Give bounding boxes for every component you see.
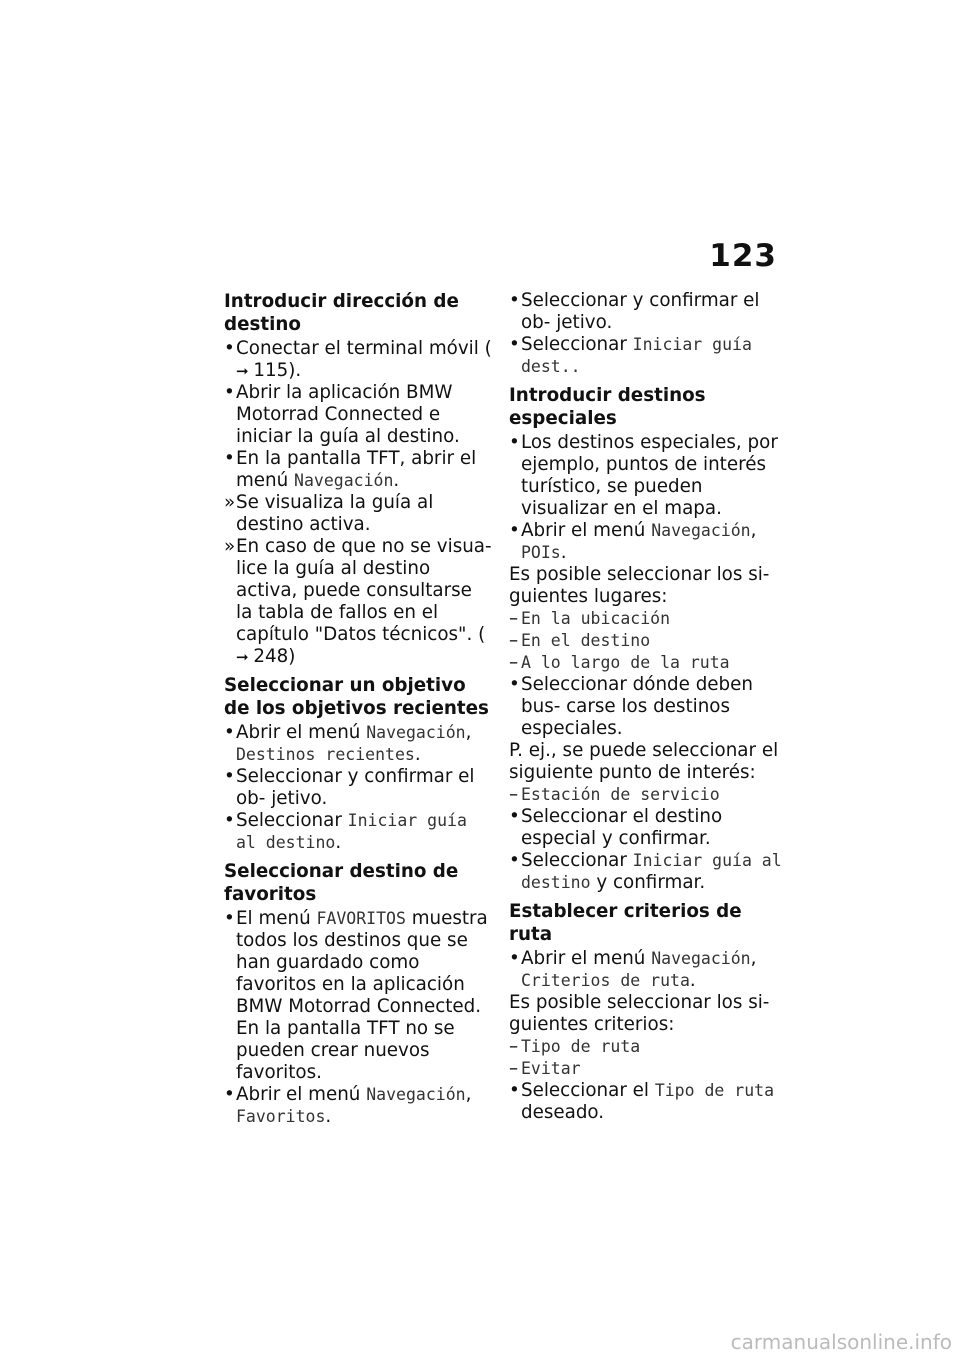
section-heading: Seleccionar un objetivo de los objetivos recientes <box>224 675 489 719</box>
text-run: ) <box>288 646 296 667</box>
list-item <box>509 806 787 850</box>
result-arrow-icon: » <box>224 536 236 557</box>
section-heading: Introducir dirección de destino <box>224 291 459 335</box>
text-run: deseado. <box>521 1102 605 1123</box>
dash-icon: – <box>509 1036 519 1057</box>
text-run: Seleccionar <box>521 850 633 871</box>
option-item <box>509 630 787 652</box>
menu-label: Navegación <box>294 471 394 490</box>
text-run: Conectar el terminal móvil ( <box>236 338 492 359</box>
option-item <box>509 1058 787 1080</box>
list-item <box>224 382 492 448</box>
list-item <box>509 334 787 378</box>
bullet-icon: • <box>509 334 520 355</box>
text-run: En caso de que no se visua- lice la guía al destino activa, puede consultarse la tabla de fallos en el capítulo "Datos técnicos". ( <box>236 536 492 645</box>
menu-label: Evitar <box>521 1059 581 1078</box>
list-item <box>509 290 787 334</box>
menu-label: Navegación <box>651 521 751 540</box>
text-run: Es posible seleccionar los si- guientes lugares: <box>509 564 770 607</box>
text-run: El menú <box>236 908 317 929</box>
page-reference: 115 <box>253 360 289 381</box>
bullet-icon: • <box>509 674 520 695</box>
bullet-icon: • <box>509 1080 520 1101</box>
result-item <box>224 536 492 668</box>
list-item <box>224 908 492 1084</box>
text-run: . <box>325 1106 332 1127</box>
list-item <box>509 674 787 740</box>
bullet-icon: • <box>224 1084 235 1105</box>
text-run: Los destinos especiales, por ejemplo, puntos de interés turístico, se pueden visualizar en el mapa. <box>521 432 778 519</box>
text-run: Seleccionar <box>236 810 348 831</box>
text-run: . <box>335 832 342 853</box>
menu-label: Navegación <box>651 949 751 968</box>
text-run: , <box>465 722 472 743</box>
page-reference: 248 <box>253 646 289 667</box>
right-column <box>509 290 787 1124</box>
bullet-icon: • <box>509 432 520 453</box>
section-heading: Establecer criterios de ruta <box>509 901 742 945</box>
paragraph <box>509 564 787 608</box>
text-run: Seleccionar dónde deben bus- carse los destinos especiales. <box>521 674 753 739</box>
text-run: Seleccionar y confirmar el ob- jetivo. <box>521 290 760 333</box>
text-run: , <box>750 520 757 541</box>
text-run: Es posible seleccionar los si- guientes criterios: <box>509 992 770 1035</box>
text-run: En la pantalla TFT, abrir el menú <box>236 448 477 491</box>
page-ref-arrow-icon: ➞ <box>236 648 254 666</box>
paragraph <box>509 992 787 1036</box>
dash-icon: – <box>509 784 519 805</box>
list-item <box>224 338 492 382</box>
text-run: , <box>465 1084 472 1105</box>
bullet-icon: • <box>509 806 520 827</box>
menu-label: A lo largo de la ruta <box>521 653 730 672</box>
menu-label: Tipo de ruta <box>521 1037 641 1056</box>
menu-label: Iniciar guía al destino <box>521 851 782 892</box>
list-item <box>509 1080 787 1124</box>
text-run: Abrir el menú <box>521 520 652 541</box>
list-item <box>224 766 492 810</box>
bullet-icon: • <box>224 382 235 403</box>
bullet-icon: • <box>224 908 235 929</box>
bullet-icon: • <box>509 850 520 871</box>
bullet-icon: • <box>509 520 520 541</box>
text-run: . <box>414 744 421 765</box>
list-item <box>509 850 787 894</box>
menu-label: En el destino <box>521 631 651 650</box>
text-run: muestra todos los destinos que se han guardado como favoritos en la aplicación BMW Motorrad Connected. En la pantalla TFT no se pueden crear nuevos favoritos. <box>236 908 488 1083</box>
menu-label: Navegación <box>366 1085 466 1104</box>
left-column <box>224 290 492 1128</box>
page-ref-arrow-icon: ➞ <box>236 362 254 380</box>
bullet-icon: • <box>224 810 235 831</box>
menu-label: FAVORITOS <box>316 909 406 928</box>
text-run: y confirmar. <box>590 872 706 893</box>
list-item <box>509 520 787 564</box>
text-run: Seleccionar <box>521 334 633 355</box>
dash-icon: – <box>509 630 519 651</box>
text-run: Abrir el menú <box>236 1084 367 1105</box>
menu-label: Destinos recientes <box>236 745 415 764</box>
watermark: carmanualsonline.info <box>730 1330 952 1354</box>
result-arrow-icon: » <box>224 492 236 513</box>
menu-label: Iniciar guía al destino <box>236 811 467 852</box>
section-heading: Seleccionar destino de favoritos <box>224 861 459 905</box>
option-item <box>509 1036 787 1058</box>
option-item <box>509 652 787 674</box>
text-run: Abrir el menú <box>521 948 652 969</box>
menu-label: Favoritos <box>236 1107 326 1126</box>
list-item <box>509 948 787 992</box>
menu-label: Criterios de ruta <box>521 971 690 990</box>
bullet-icon: • <box>224 766 235 787</box>
text-run: . <box>689 970 696 991</box>
bullet-icon: • <box>224 338 235 359</box>
result-item <box>224 492 492 536</box>
list-item <box>509 432 787 520</box>
text-run: , <box>750 948 757 969</box>
text-run: Se visualiza la guía al destino activa. <box>236 492 434 535</box>
paragraph <box>509 740 787 784</box>
menu-label: En la ubicación <box>521 609 671 628</box>
dash-icon: – <box>509 1058 519 1079</box>
bullet-icon: • <box>509 948 520 969</box>
text-run: Seleccionar y confirmar el ob- jetivo. <box>236 766 475 809</box>
text-run: Seleccionar el destino especial y confirmar. <box>521 806 723 849</box>
bullet-icon: • <box>509 290 520 311</box>
bullet-icon: • <box>224 722 235 743</box>
list-item <box>224 1084 492 1128</box>
text-run: . <box>393 470 400 491</box>
dash-icon: – <box>509 652 519 673</box>
text-run: Abrir el menú <box>236 722 367 743</box>
menu-label: Tipo de ruta <box>654 1081 775 1100</box>
menu-label: Estación de servicio <box>521 785 720 804</box>
menu-label: POIs <box>521 543 561 562</box>
menu-label: Iniciar guía dest.. <box>521 335 752 376</box>
option-item <box>509 784 787 806</box>
bullet-icon: • <box>224 448 235 469</box>
text-run: Abrir la aplicación BMW Motorrad Connected e iniciar la guía al destino. <box>236 382 460 447</box>
text-run: Seleccionar el <box>521 1080 655 1101</box>
page-number: 123 <box>709 238 777 274</box>
text-run: P. ej., se puede seleccionar el siguiente punto de interés: <box>509 740 779 783</box>
option-item <box>509 608 787 630</box>
menu-label: Navegación <box>366 723 466 742</box>
section-heading: Introducir destinos especiales <box>509 385 706 429</box>
dash-icon: – <box>509 608 519 629</box>
list-item <box>224 810 492 854</box>
text-run: . <box>560 542 567 563</box>
list-item <box>224 448 492 492</box>
text-run: ). <box>288 360 302 381</box>
list-item <box>224 722 492 766</box>
